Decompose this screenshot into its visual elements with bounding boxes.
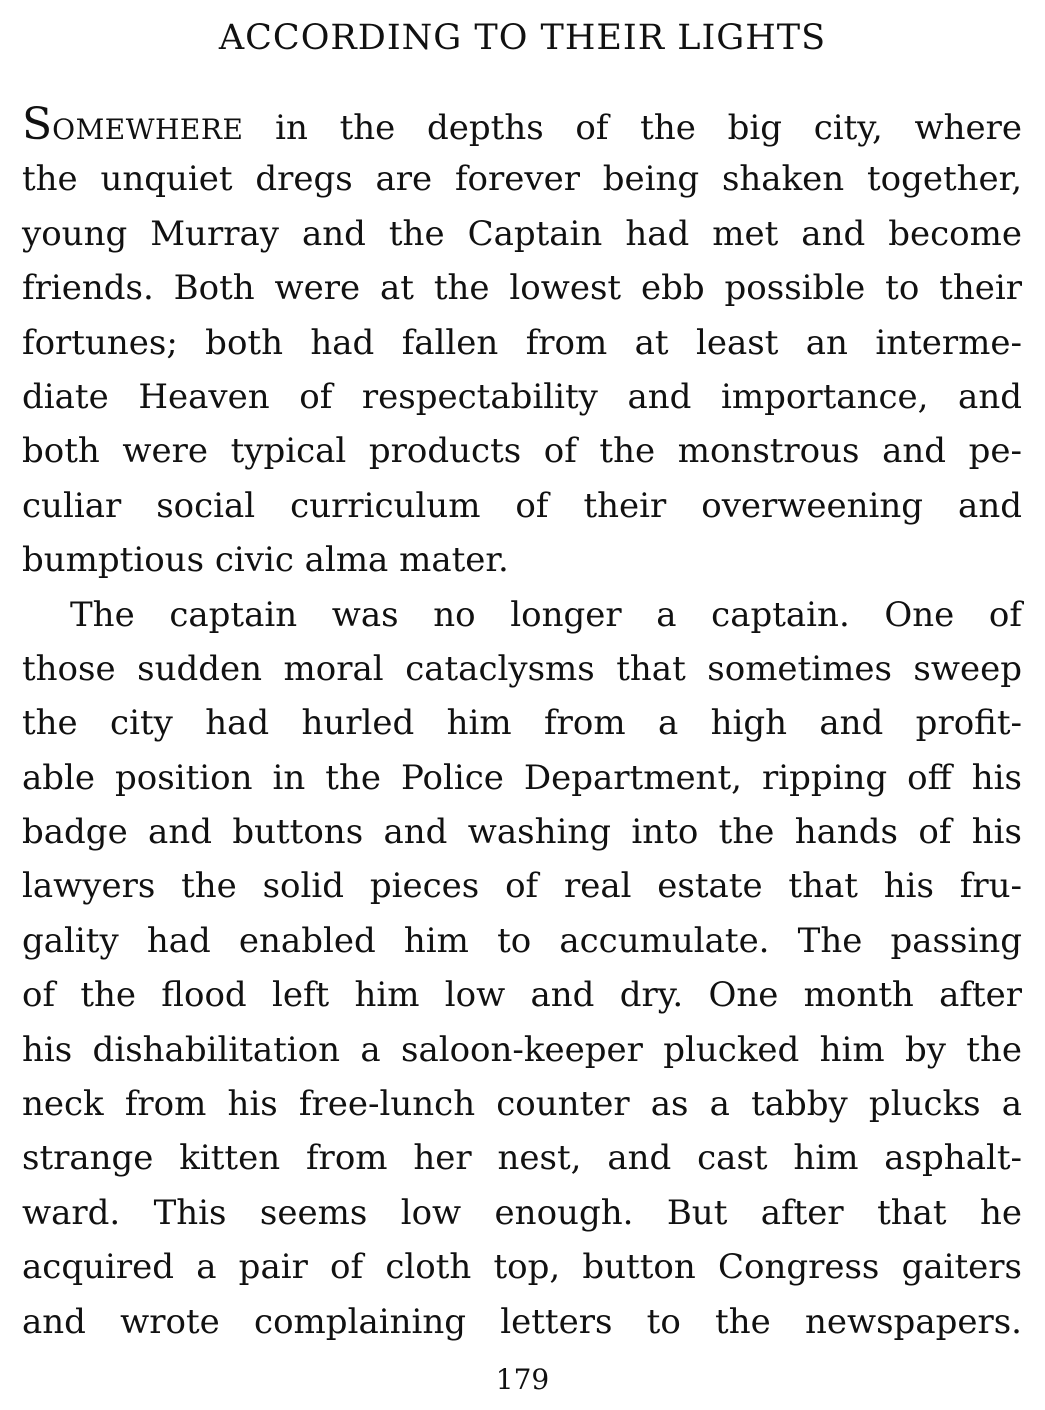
text-line: his dishabilitation a saloon-keeper plucked him by the: [22, 1029, 1022, 1070]
text-line: the unquiet dregs are forever being shaken together,: [22, 159, 1022, 200]
line-remainder: in the depths of the big city, where: [243, 108, 1022, 148]
text-line: and wrote complaining letters to the newspapers.: [22, 1301, 1022, 1342]
paragraph-2: [22, 588, 1022, 1349]
paragraph-1: [22, 98, 1022, 588]
text-line: able position in the Police Department, ripping off his: [22, 757, 1022, 798]
text-line: lawyers the solid pieces of real estate that his fru-: [22, 866, 1022, 907]
page-number: 179: [495, 1363, 550, 1396]
body-text: [22, 98, 1022, 1349]
text-line: acquired a pair of cloth top, button Congress gaiters: [22, 1247, 1022, 1288]
text-line: neck from his free-lunch counter as a tabby plucks a: [22, 1084, 1022, 1125]
text-line: culiar social curriculum of their overweening and: [22, 485, 1022, 526]
text-line: badge and buttons and washing into the hands of his: [22, 812, 1022, 853]
text-line: bumptious civic alma mater.: [22, 540, 509, 581]
small-caps-word: OMEWHERE: [52, 113, 244, 146]
text-line: [22, 98, 1022, 152]
text-line: diate Heaven of respectability and importance, and: [22, 376, 1022, 417]
running-head: ACCORDING TO THEIR LIGHTS: [218, 18, 827, 58]
text-line: gality had enabled him to accumulate. The passing: [22, 920, 1022, 961]
text-line: ward. This seems low enough. But after that he: [22, 1192, 1022, 1233]
text-line: friends. Both were at the lowest ebb possible to their: [22, 268, 1022, 309]
text-line: young Murray and the Captain had met and become: [22, 213, 1022, 254]
text-line: both were typical products of the monstrous and pe-: [22, 431, 1022, 472]
text-line: the city had hurled him from a high and profit-: [22, 703, 1022, 744]
text-line: those sudden moral cataclysms that sometimes sweep: [22, 648, 1022, 689]
text-line: The captain was no longer a captain. One of: [70, 594, 1022, 635]
text-line: of the flood left him low and dry. One month after: [22, 975, 1022, 1016]
text-line: fortunes; both had fallen from at least an interme-: [22, 322, 1022, 363]
text-line: strange kitten from her nest, and cast him asphalt-: [22, 1138, 1022, 1179]
drop-cap: S: [22, 99, 53, 150]
